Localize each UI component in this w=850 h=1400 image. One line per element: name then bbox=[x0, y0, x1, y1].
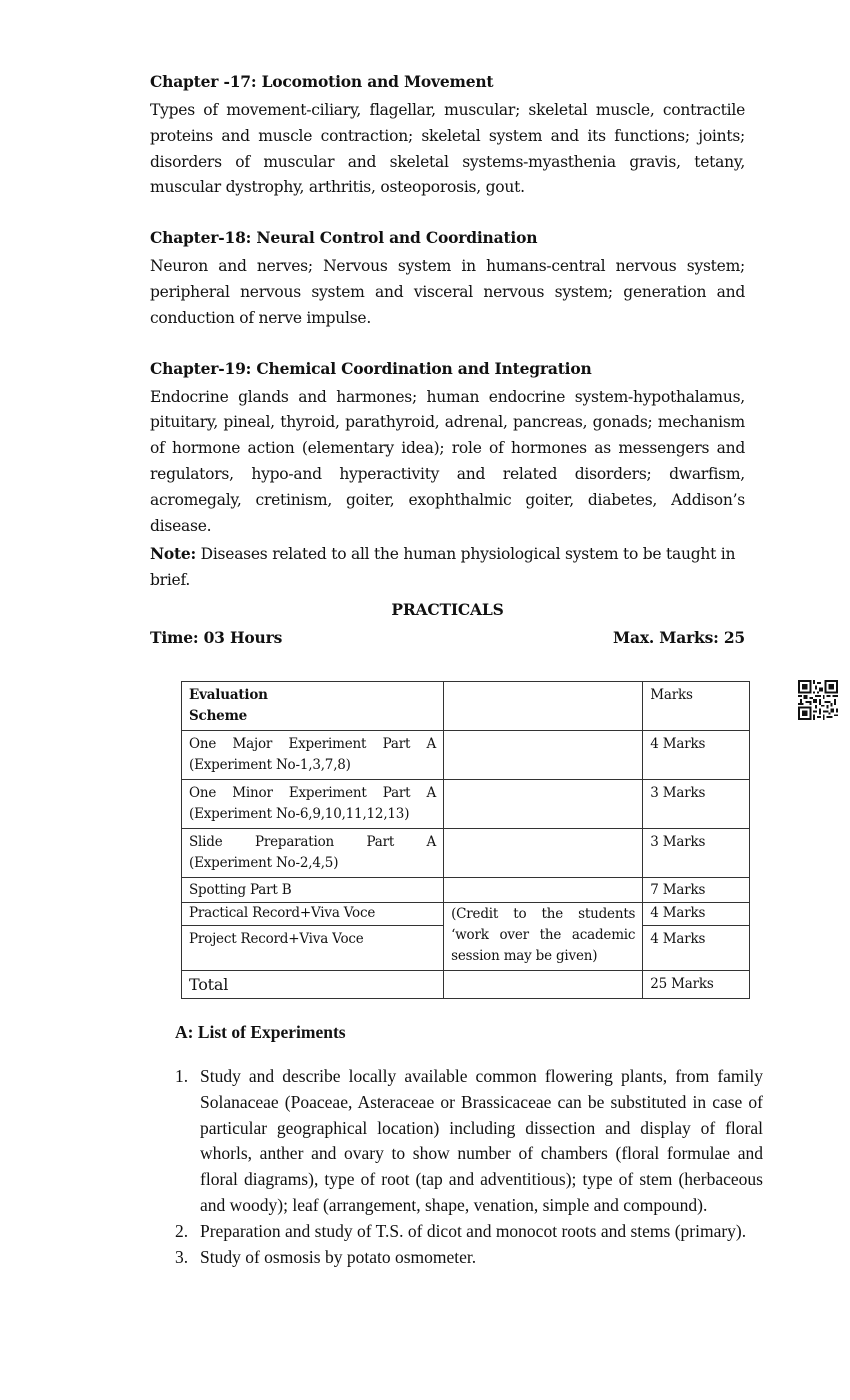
credit-note-cell: (Credit to the students ‘work over the academic session may be given) bbox=[444, 903, 643, 971]
table-header-row bbox=[182, 682, 750, 731]
list-item bbox=[175, 1064, 763, 1219]
scheme-cell bbox=[182, 780, 444, 829]
blank-cell bbox=[444, 780, 643, 829]
item-text: Study and describe locally available common flowering plants, from family Solanaceae (Poaceae, Asteraceae or Brassicaceae can be substituted in case of particular geographical location) including dissection and display of floral whorls, anther and ovary to show number of chambers (floral formulae and floral diagrams), type of root (tap and adventitious); type of stem (herbaceous and woody); leaf (arrangement, shape, venation, simple and compound). bbox=[200, 1066, 763, 1215]
marks-cell: 4 Marks bbox=[643, 926, 750, 971]
scheme-line1: One Major Experiment Part A bbox=[189, 736, 437, 752]
marks-cell: 7 Marks bbox=[643, 878, 750, 903]
marks-cell: 3 Marks bbox=[643, 780, 750, 829]
qr-code-icon bbox=[798, 680, 838, 720]
total-marks: 25 Marks bbox=[643, 971, 750, 999]
blank-cell bbox=[444, 731, 643, 780]
chapter-19 bbox=[150, 357, 745, 540]
marks-cell: 4 Marks bbox=[643, 731, 750, 780]
chapter-title: Chapter-18: Neural Control and Coordination bbox=[150, 228, 538, 248]
scheme-cell: Spotting Part B bbox=[182, 878, 444, 903]
table-row bbox=[182, 878, 750, 903]
item-text: Study of osmosis by potato osmometer. bbox=[200, 1246, 477, 1267]
note-text: Diseases related to all the human physiological system to be taught in brief. bbox=[150, 545, 736, 589]
scheme-line2: (Experiment No-2,4,5) bbox=[189, 855, 339, 871]
scheme-cell bbox=[182, 829, 444, 878]
header-scheme-line2: Scheme bbox=[189, 708, 248, 724]
scheme-cell: Project Record+Viva Voce bbox=[182, 926, 444, 971]
chapter-18 bbox=[150, 226, 745, 331]
practicals-heading: PRACTICALS bbox=[391, 600, 504, 619]
syllabus-content bbox=[150, 70, 745, 593]
scheme-line2: (Experiment No-6,9,10,11,12,13) bbox=[189, 806, 410, 822]
experiments-list bbox=[175, 1064, 763, 1270]
scheme-line1: One Minor Experiment Part A bbox=[189, 785, 437, 801]
blank-cell bbox=[444, 971, 643, 999]
exam-time: Time: 03 Hours bbox=[150, 628, 283, 647]
note-label: Note: bbox=[150, 544, 196, 564]
note bbox=[150, 541, 745, 593]
header-scheme bbox=[182, 682, 444, 731]
max-marks: Max. Marks: 25 bbox=[613, 628, 745, 647]
item-number: 2. bbox=[175, 1220, 189, 1241]
header-scheme-line1: Evaluation bbox=[189, 687, 268, 703]
header-marks: Marks bbox=[643, 682, 750, 731]
item-number: 3. bbox=[175, 1246, 189, 1267]
header-blank bbox=[444, 682, 643, 731]
exam-info bbox=[150, 628, 745, 647]
chapter-title: Chapter -17: Locomotion and Movement bbox=[150, 72, 494, 91]
item-number: 1. bbox=[175, 1066, 189, 1086]
scheme-cell: Practical Record+Viva Voce bbox=[182, 903, 444, 926]
scheme-line2: (Experiment No-1,3,7,8) bbox=[189, 757, 351, 773]
table-row bbox=[182, 903, 750, 926]
list-item bbox=[175, 1245, 763, 1271]
experiments-title: A: List of Experiments bbox=[175, 1022, 346, 1042]
scheme-cell bbox=[182, 731, 444, 780]
table-row bbox=[182, 829, 750, 878]
evaluation-table bbox=[181, 681, 750, 999]
chapter-17 bbox=[150, 70, 745, 201]
blank-cell bbox=[444, 878, 643, 903]
table-row bbox=[182, 780, 750, 829]
table-total-row bbox=[182, 971, 750, 999]
chapter-body: Endocrine glands and harmones; human endocrine system-hypothalamus, pituitary, pineal, thyroid, parathyroid, adrenal, pancreas, gonads; mechanism of hormone action (elementary idea); role of hormones as messengers and regulators, hypo-and hyperactivity and related disorders; dwarfism, acromegaly, cretinism, goiter, exophthalmic goiter, diabetes, Addison’s disease. bbox=[150, 387, 745, 535]
marks-cell: 4 Marks bbox=[643, 903, 750, 926]
chapter-body: Types of movement-ciliary, flagellar, muscular; skeletal muscle, contractile proteins and muscle contraction; skeletal system and its functions; joints; disorders of muscular and skeletal systems-myasthenia gravis, tetany, muscular dystrophy, arthritis, osteoporosis, gout. bbox=[150, 101, 745, 197]
table-row bbox=[182, 731, 750, 780]
scheme-line1: Slide Preparation Part A bbox=[189, 834, 437, 850]
item-text: Preparation and study of T.S. of dicot and monocot roots and stems (primary). bbox=[200, 1220, 747, 1241]
chapter-title: Chapter-19: Chemical Coordination and Integration bbox=[150, 358, 592, 378]
chapter-body: Neuron and nerves; Nervous system in humans-central nervous system; peripheral nervous system and visceral nervous system; generation and conduction of nerve impulse. bbox=[150, 257, 745, 327]
blank-cell bbox=[444, 829, 643, 878]
list-item bbox=[175, 1219, 763, 1245]
marks-cell: 3 Marks bbox=[643, 829, 750, 878]
total-label: Total bbox=[182, 971, 444, 999]
